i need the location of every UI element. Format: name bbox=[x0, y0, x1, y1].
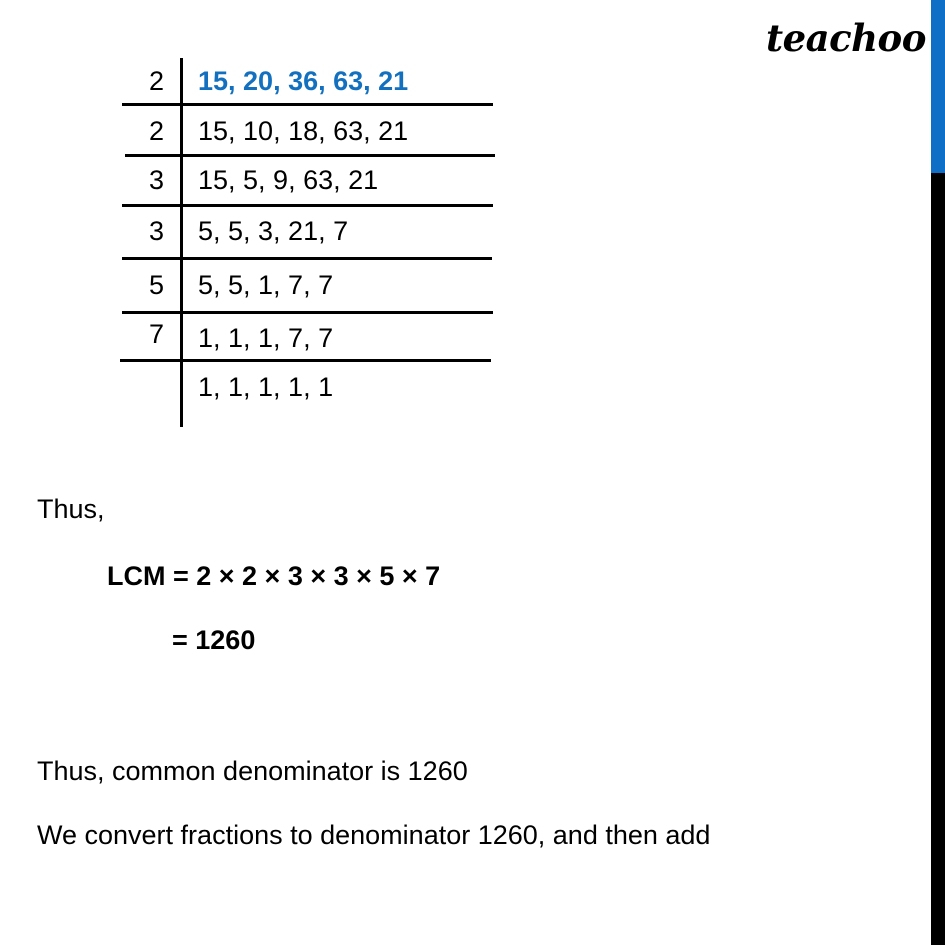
divisor: 3 bbox=[148, 216, 164, 246]
division-line bbox=[125, 154, 495, 157]
side-accent-bar-blue bbox=[931, 0, 945, 173]
division-vertical-line bbox=[180, 58, 183, 427]
conclusion-text: Thus, common denominator is 1260 bbox=[37, 756, 468, 786]
divisor: 7 bbox=[148, 319, 164, 349]
dividend-row: 5, 5, 1, 7, 7 bbox=[198, 270, 334, 300]
dividend-row-highlighted: 15, 20, 36, 63, 21 bbox=[198, 66, 409, 96]
division-line bbox=[120, 359, 491, 362]
thus-label: Thus, bbox=[37, 494, 105, 524]
next-step-text: We convert fractions to denominator 1260, and then add bbox=[37, 820, 711, 850]
dividend-row: 15, 5, 9, 63, 21 bbox=[198, 165, 379, 195]
lcm-result: = 1260 bbox=[172, 625, 256, 655]
divisor: 3 bbox=[148, 165, 164, 195]
lcm-division-table bbox=[0, 0, 520, 440]
side-accent-bar-black bbox=[931, 173, 945, 945]
teachoo-logo: teachoo bbox=[766, 16, 926, 60]
dividend-row-final: 1, 1, 1, 1, 1 bbox=[198, 372, 334, 402]
divisor: 2 bbox=[148, 66, 164, 96]
division-line bbox=[122, 103, 493, 106]
lcm-expression: LCM = 2 × 2 × 3 × 3 × 5 × 7 bbox=[107, 561, 441, 591]
dividend-row: 15, 10, 18, 63, 21 bbox=[198, 116, 409, 146]
dividend-row: 5, 5, 3, 21, 7 bbox=[198, 216, 349, 246]
division-line bbox=[122, 311, 493, 314]
division-line bbox=[122, 257, 492, 260]
divisor: 2 bbox=[148, 116, 164, 146]
division-line bbox=[122, 204, 493, 207]
dividend-row: 1, 1, 1, 7, 7 bbox=[198, 323, 334, 353]
divisor: 5 bbox=[148, 270, 164, 300]
